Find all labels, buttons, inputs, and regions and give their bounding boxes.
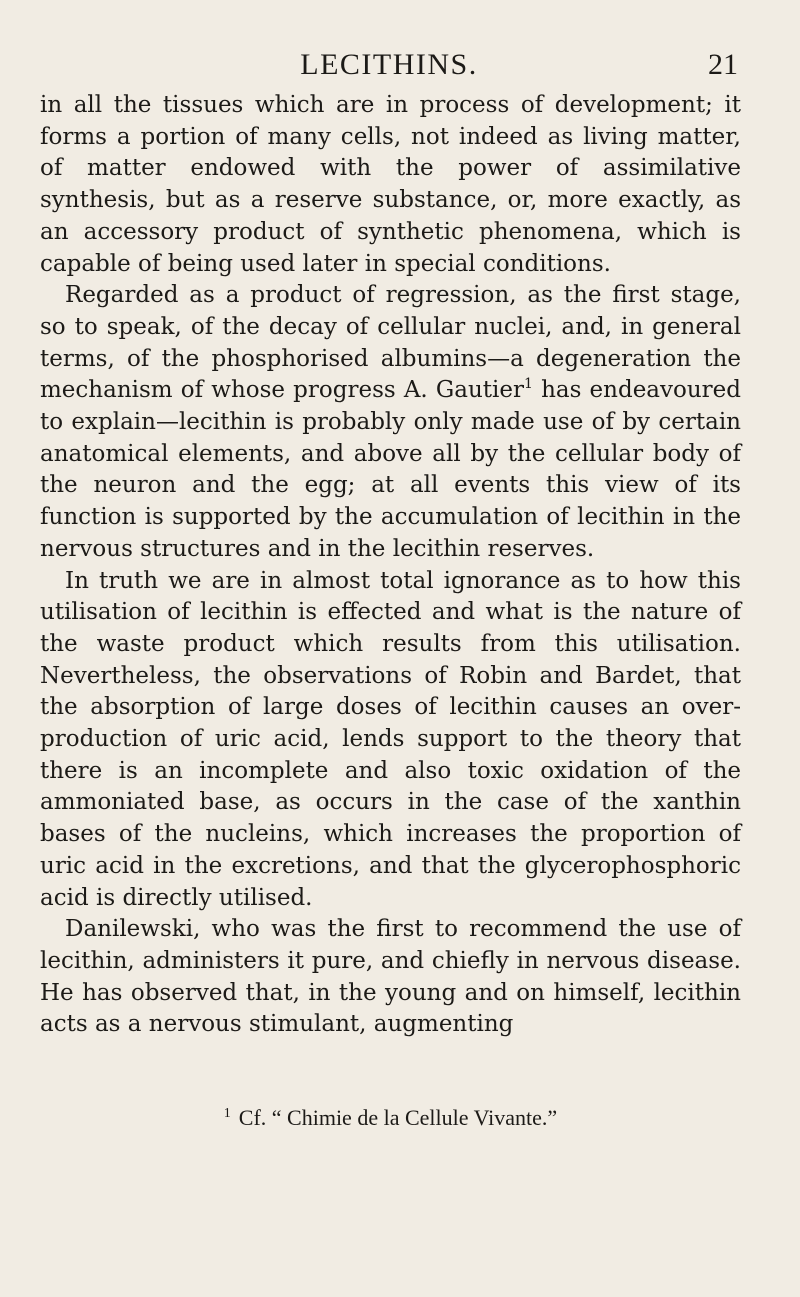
footnote	[40, 1105, 741, 1131]
paragraph-regression	[40, 280, 741, 565]
paragraph-regression-text-a: Regarded as a product of regression, as the first stage, so to speak, of the decay of cellular nuclei, and, in general terms, of the phosphorised albumins—a degeneration the mechanism of whose progress A. Gautier	[40, 282, 741, 404]
footnote-marker: 1	[223, 1106, 231, 1121]
page-header	[40, 48, 738, 88]
paragraph-danilewski: Danilewski, who was the first to recommend the use of lecithin, administers it pure, and chiefly in nervous disease. He has observed that, in the young and on himself, lecithin acts as a nervous stimulant, augmenting	[40, 916, 741, 1038]
body-text	[40, 90, 741, 1041]
footnote-reference: 1	[524, 376, 533, 393]
footnote-text: Cf. “ Chimie de la Cellule Vivante.”	[238, 1105, 558, 1130]
page-number: 21	[708, 48, 738, 81]
running-title: LECITHINS.	[300, 48, 478, 81]
paragraph-utilisation: In truth we are in almost total ignorance as to how this utilisation of lecithin is effected and what is the nature of the waste product which results from this utilisation. Nevertheless, the observations of Robin and Bardet, that the absorption of large doses of lecithin causes an over-production of uric acid, lends support to the theory that there is an incomplete and also toxic oxidation of the ammoniated base, as occurs in the case of the xanthin bases of the nucleins, which increases the proportion of uric acid in the excretions, and that the glycerophosphoric acid is directly utilised.	[40, 567, 741, 911]
paragraph-regression-text-b: has endeavoured to explain—lecithin is probably only made use of by certain anatomical elements, and above all by the cellular body of the neuron and the egg; at all events this view of its function is supported by the accumulation of lecithin in the nervous structures and in the lecithin reserves.	[40, 377, 742, 562]
paragraph-continuation: in all the tissues which are in process of development; it forms a portion of many cells, not indeed as living matter, of matter endowed with the power of assimilative synthesis, but as a reserve substance, or, more exactly, as an accessory product of synthetic phenomena, which is capable of being used later in special conditions.	[40, 92, 741, 277]
